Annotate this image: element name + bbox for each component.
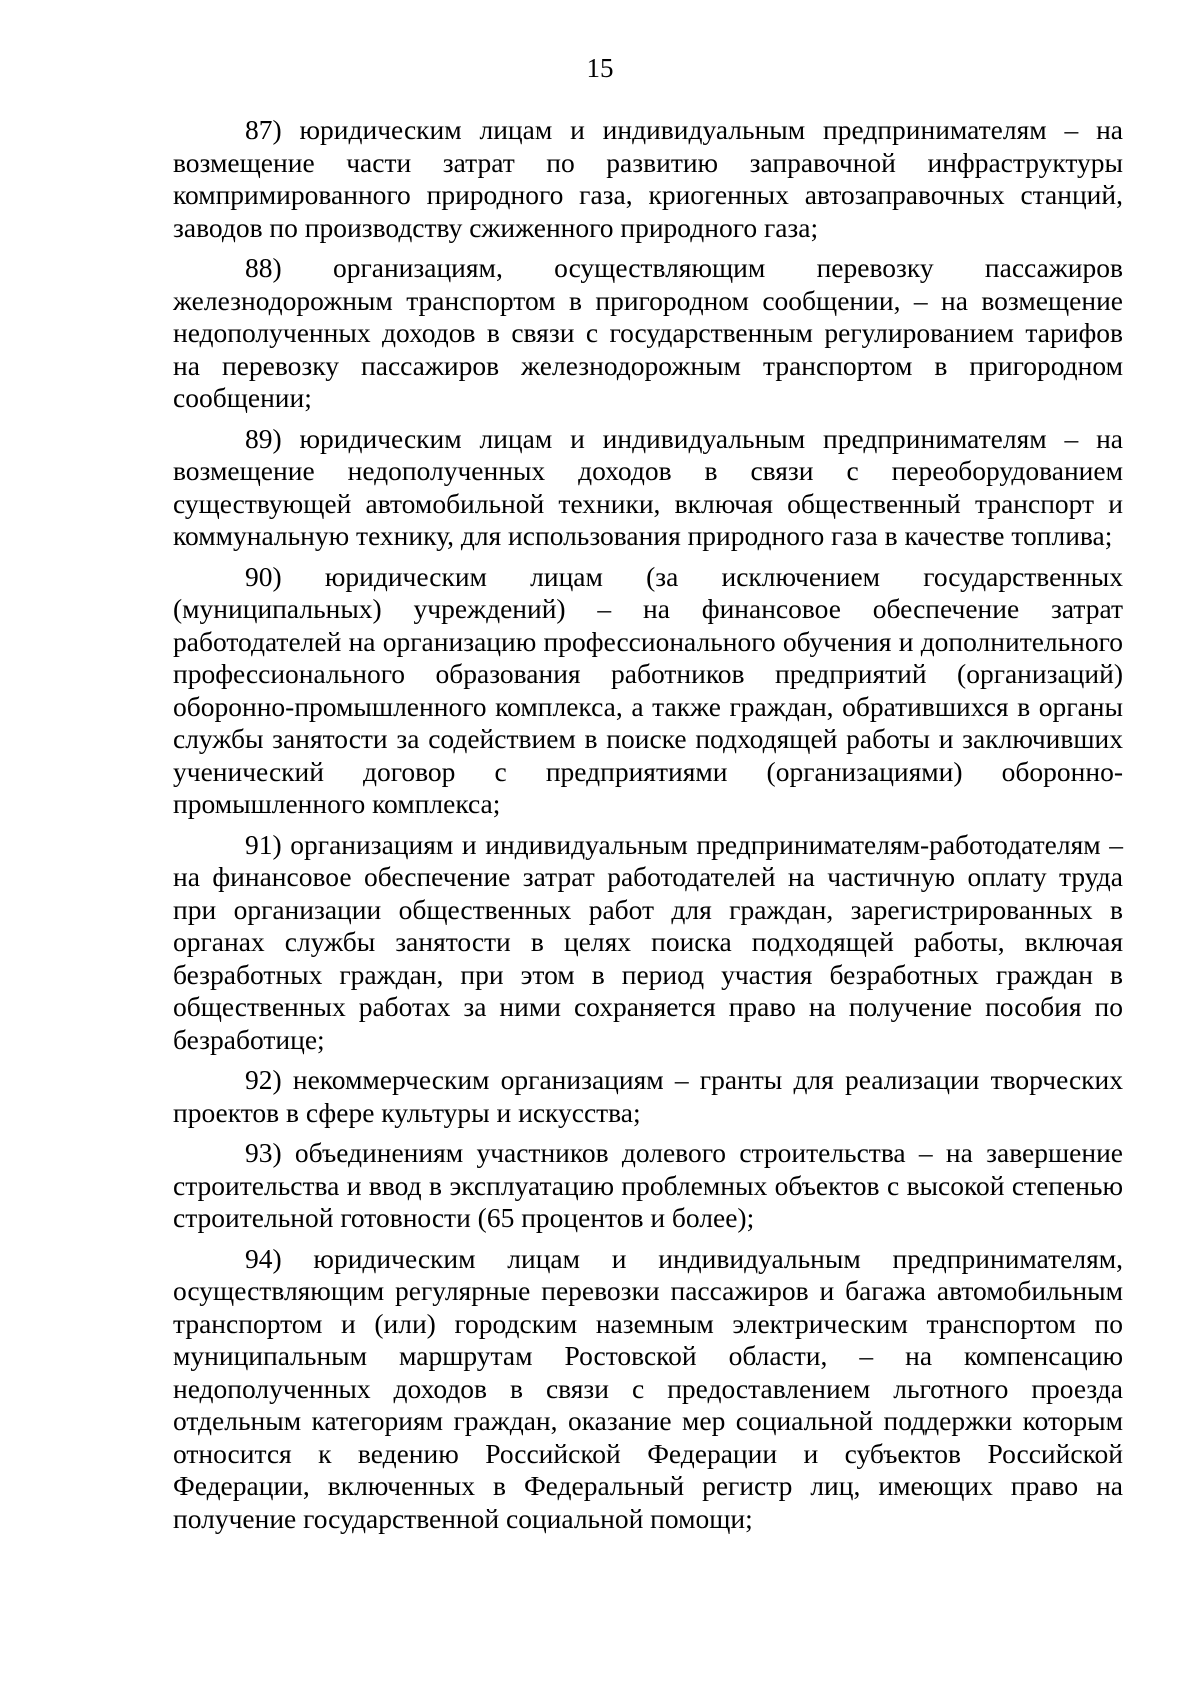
page-number: 15 [586,53,614,83]
paragraph-item-88: 88) организациям, осуществляющим перевозку пассажиров железнодорожным транспортом в пригородном сообщении, – на возмещение недополученных доходов в связи с государственным регулированием тарифов на перевозку пассажиров железнодорожным транспортом в пригородном сообщении; [173,252,1123,413]
document-body [173,114,1123,1543]
paragraph-item-91: 91) организациям и индивидуальным предпринимателям-работодателям – на финансовое обеспечение затрат работодателей на частичную оплату труда при организации общественных работ для граждан, зарегистрированных в органах службы занятости в целях поиска подходящей работы, включая безработных граждан, при этом в период участия безработных граждан в общественных работах за ними сохраняется право на получение пособия по безработице; [173,828,1123,1055]
paragraph-item-94: 94) юридическим лицам и индивидуальным предпринимателям, осуществляющим регулярные перевозки пассажиров и багажа автомобильным транспортом и (или) городским наземным электрическим транспортом по муниципальным маршрутам Ростовской области, – на компенсацию недополученных доходов в связи с предоставлением льготного проезда отдельным категориям граждан, оказание мер социальной поддержки которым относится к ведению Российской Федерации и субъектов Российской Федерации, включенных в Федеральный регистр лиц, имеющих право на получение государственной социальной помощи; [173,1242,1123,1534]
paragraph-item-87: 87) юридическим лицам и индивидуальным предпринимателям – на возмещение части затрат по развитию заправочной инфраструктуры компримированного природного газа, криогенных автозаправочных станций, заводов по производству сжиженного природного газа; [173,114,1123,243]
paragraph-item-92: 92) некоммерческим организациям – гранты для реализации творческих проектов в сфере культуры и искусства; [173,1064,1123,1128]
paragraph-item-89: 89) юридическим лицам и индивидуальным предпринимателям – на возмещение недополученных доходов в связи с переоборудованием существующей автомобильной техники, включая общественный транспорт и коммунальную технику, для использования природного газа в качестве топлива; [173,422,1123,551]
paragraph-item-90: 90) юридическим лицам (за исключением государственных (муниципальных) учреждений) – на финансовое обеспечение затрат работодателей на организацию профессионального обучения и дополнительного профессионального образования работников предприятий (организаций) оборонно-промышленного комплекса, а также граждан, обратившихся в органы службы занятости за содействием в поиске подходящей работы и заключивших ученический договор с предприятиями (организациями) оборонно-промышленного комплекса; [173,560,1123,819]
paragraph-item-93: 93) объединениям участников долевого строительства – на завершение строительства и ввод в эксплуатацию проблемных объектов с высокой степенью строительной готовности (65 процентов и более); [173,1137,1123,1233]
